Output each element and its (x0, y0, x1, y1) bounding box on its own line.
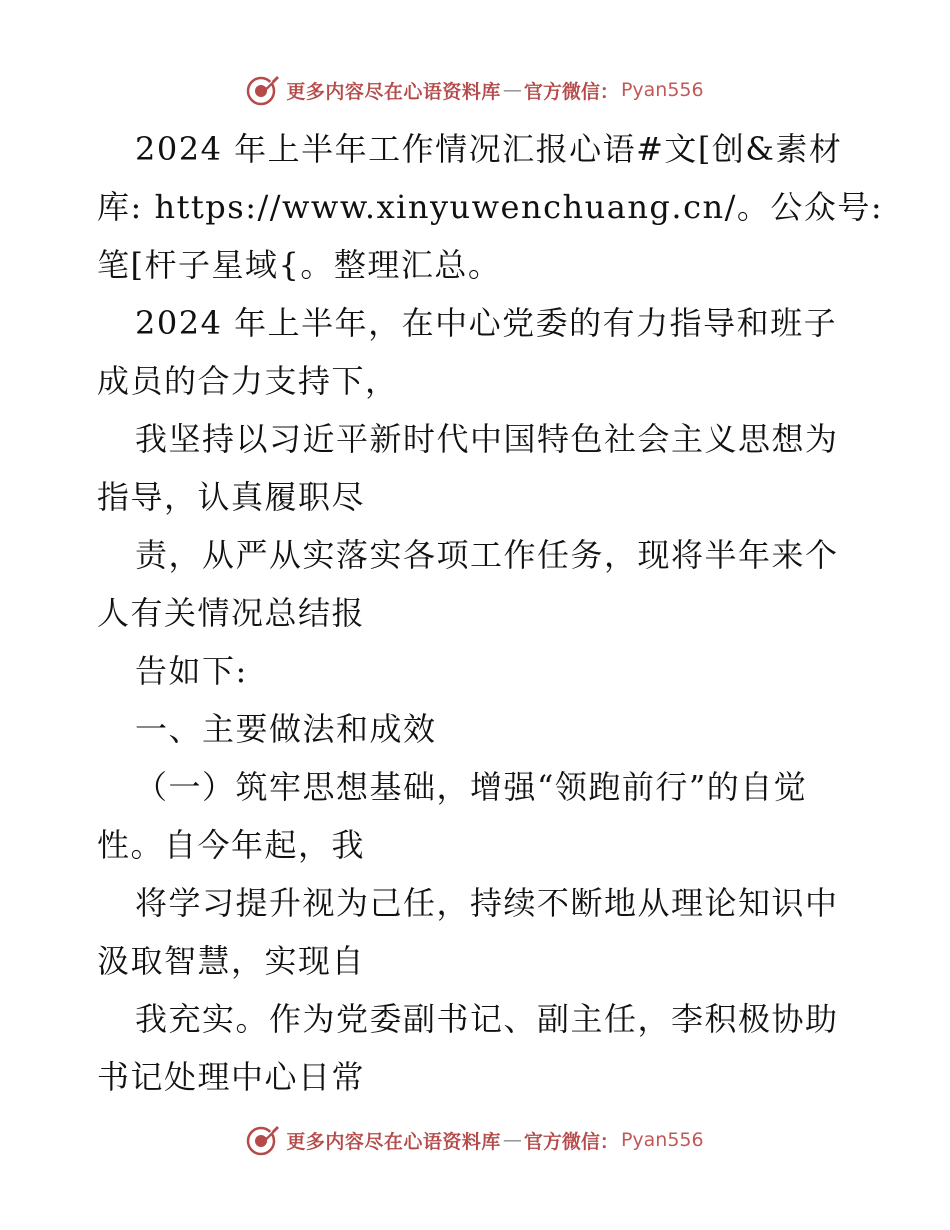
document-line: 指导，认真履职尽 (97, 478, 366, 516)
document-line: （一）筑牢思想基础，增强“领跑前行”的自觉 (135, 768, 808, 806)
quill-seal-icon (246, 73, 280, 107)
document-line: 一、主要做法和成效 (135, 710, 437, 748)
banner-wechat-label: 官方微信： (523, 1130, 619, 1153)
document-line: 笔[杆子星域{。整理汇总。 (97, 246, 502, 284)
document-line: 2024 年上半年工作情况汇报心语#文[创&素材 (135, 130, 843, 168)
document-line: 责，从严从实落实各项工作任务，现将半年来个 (135, 536, 839, 574)
document-line: 人有关情况总结报 (97, 594, 366, 632)
document-line: 库: https://www.xinyuwenchuang.cn/。公众号: (97, 188, 884, 226)
document-line: 汲取智慧，实现自 (97, 942, 366, 980)
header-banner (0, 70, 950, 110)
document-line: 将学习提升视为己任，持续不断地从理论知识中 (135, 884, 839, 922)
document-body (97, 120, 884, 1106)
document-line: 性。自今年起，我 (97, 826, 366, 864)
document-line: 成员的合力支持下， (97, 362, 399, 400)
banner-wechat-id: Pyan556 (620, 1129, 704, 1151)
banner-wechat-id: Pyan556 (620, 79, 704, 101)
banner-separator: — (502, 79, 522, 101)
footer-banner (0, 1120, 950, 1160)
quill-seal-icon (246, 1123, 280, 1157)
banner-text: 更多内容尽在心语资料库 (286, 80, 501, 103)
document-line: 书记处理中心日常 (97, 1058, 366, 1096)
banner-wechat-label: 官方微信： (523, 80, 619, 103)
document-line: 我充实。作为党委副书记、副主任，李积极协助 (135, 1000, 839, 1038)
document-line: 我坚持以习近平新时代中国特色社会主义思想为 (135, 420, 839, 458)
banner-separator: — (502, 1129, 522, 1151)
document-line: 告如下: (135, 652, 248, 690)
banner-text: 更多内容尽在心语资料库 (286, 1130, 501, 1153)
document-line: 2024 年上半年，在中心党委的有力指导和班子 (135, 304, 838, 342)
